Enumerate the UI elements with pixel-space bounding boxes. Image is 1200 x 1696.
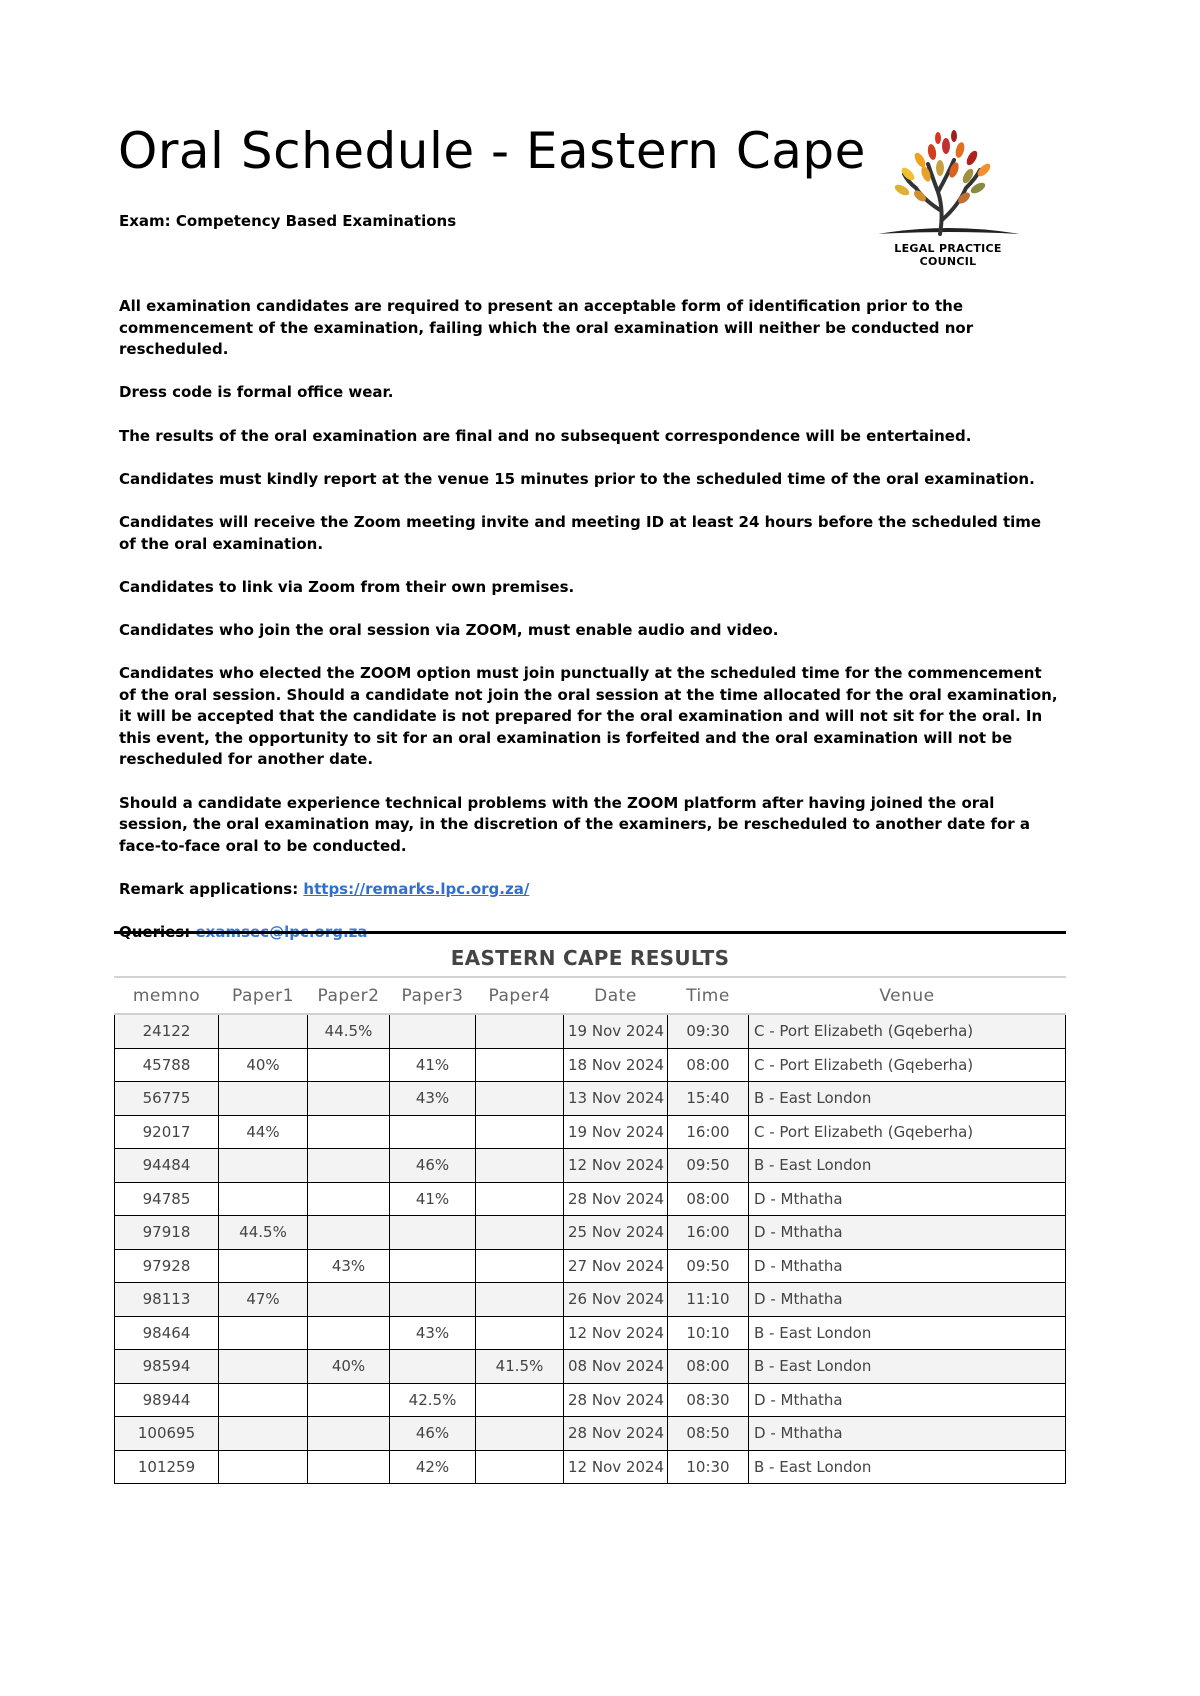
cell-paper4 [476,1014,564,1048]
cell-paper3 [390,1350,476,1384]
table-row [115,1249,1066,1283]
cell-venue: B - East London [749,1350,1066,1384]
cell-date: 28 Nov 2024 [564,1417,668,1451]
cell-time: 08:00 [668,1350,749,1384]
cell-paper1: 47% [219,1283,308,1317]
cell-paper2 [308,1383,390,1417]
cell-paper4: 41.5% [476,1350,564,1384]
cell-memno: 98464 [115,1316,219,1350]
cell-paper4 [476,1283,564,1317]
tree-logo-icon [868,130,1028,248]
cell-paper1 [219,1350,308,1384]
table-row [115,1082,1066,1116]
cell-date: 26 Nov 2024 [564,1283,668,1317]
cell-paper3 [390,1216,476,1250]
column-header-venue: Venue [749,978,1066,1014]
cell-time: 11:10 [668,1283,749,1317]
table-body [115,1014,1066,1484]
cell-memno: 98594 [115,1350,219,1384]
cell-paper2 [308,1082,390,1116]
cell-paper1 [219,1182,308,1216]
page-title: Oral Schedule - Eastern Cape [118,122,866,180]
column-header-date: Date [564,978,668,1014]
cell-paper1 [219,1450,308,1484]
logo-text-line1: LEGAL PRACTICE [894,242,1002,255]
cell-paper4 [476,1115,564,1149]
cell-venue: D - Mthatha [749,1417,1066,1451]
cell-time: 09:30 [668,1014,749,1048]
cell-venue: D - Mthatha [749,1249,1066,1283]
cell-paper2 [308,1216,390,1250]
cell-paper3: 41% [390,1182,476,1216]
table-row [115,1115,1066,1149]
cell-paper1 [219,1249,308,1283]
table-row [115,1316,1066,1350]
cell-paper2 [308,1182,390,1216]
cell-memno: 97918 [115,1216,219,1250]
cell-paper2 [308,1048,390,1082]
cell-venue: B - East London [749,1082,1066,1116]
logo-text-line2: COUNCIL [919,255,977,268]
table-row [115,1014,1066,1048]
cell-paper1 [219,1082,308,1116]
cell-paper2: 40% [308,1350,390,1384]
cell-paper1: 44% [219,1115,308,1149]
cell-date: 08 Nov 2024 [564,1350,668,1384]
cell-paper3: 42% [390,1450,476,1484]
notice-zoom-invite: Candidates will receive the Zoom meeting invite and meeting ID at least 24 hours before the scheduled time of the oral examination. [119,512,1042,553]
cell-date: 18 Nov 2024 [564,1048,668,1082]
cell-paper4 [476,1082,564,1116]
table-row [115,1350,1066,1384]
notice-dress-code: Dress code is formal office wear. [119,383,394,402]
table-row [115,1216,1066,1250]
cell-paper1 [219,1417,308,1451]
table-row [115,1182,1066,1216]
cell-venue: C - Port Elizabeth (Gqeberha) [749,1014,1066,1048]
cell-paper4 [476,1149,564,1183]
cell-paper3 [390,1014,476,1048]
remark-label: Remark applications: [119,880,299,899]
cell-venue: D - Mthatha [749,1283,1066,1317]
cell-paper4 [476,1182,564,1216]
cell-memno: 92017 [115,1115,219,1149]
cell-venue: C - Port Elizabeth (Gqeberha) [749,1048,1066,1082]
notice-technical-problems: Should a candidate experience technical problems with the ZOOM platform after having joined the oral session, the oral examination may, in the discretion of the examiners, be rescheduled to another date for a face-to-face oral to be conducted. [119,793,1031,855]
table-row [115,1048,1066,1082]
cell-time: 09:50 [668,1149,749,1183]
cell-memno: 97928 [115,1249,219,1283]
cell-date: 13 Nov 2024 [564,1082,668,1116]
cell-memno: 45788 [115,1048,219,1082]
cell-paper3 [390,1115,476,1149]
notice-zoom-premises: Candidates to link via Zoom from their own premises. [119,577,575,596]
cell-paper1: 44.5% [219,1216,308,1250]
exam-label: Exam: Competency Based Examinations [119,212,457,230]
cell-paper2: 43% [308,1249,390,1283]
cell-paper1 [219,1149,308,1183]
notice-punctuality: Candidates who elected the ZOOM option must join punctually at the scheduled time for the commencement of the oral session. Should a candidate not join the oral session at the time allocated for the oral examination, it will be accepted that the candidate is not prepared for the oral examination and will not sit for the oral. In this event, the opportunity to sit for an oral examination is forfeited and the oral examination will not be rescheduled for another date. [119,664,1058,769]
cell-time: 10:10 [668,1316,749,1350]
cell-paper4 [476,1450,564,1484]
cell-paper4 [476,1383,564,1417]
cell-paper3: 43% [390,1316,476,1350]
notices [119,296,1059,965]
cell-memno: 94484 [115,1149,219,1183]
remark-applications [119,879,1059,901]
cell-paper1 [219,1316,308,1350]
cell-date: 27 Nov 2024 [564,1249,668,1283]
notice-audio-video: Candidates who join the oral session via ZOOM, must enable audio and video. [119,620,779,639]
cell-venue: D - Mthatha [749,1383,1066,1417]
table-header-row [115,978,1066,1014]
cell-time: 08:30 [668,1383,749,1417]
cell-paper4 [476,1316,564,1350]
cell-venue: B - East London [749,1316,1066,1350]
cell-paper2 [308,1417,390,1451]
cell-paper3 [390,1283,476,1317]
cell-time: 08:00 [668,1048,749,1082]
table-row [115,1450,1066,1484]
cell-time: 15:40 [668,1082,749,1116]
cell-date: 28 Nov 2024 [564,1182,668,1216]
cell-memno: 56775 [115,1082,219,1116]
cell-date: 25 Nov 2024 [564,1216,668,1250]
cell-date: 12 Nov 2024 [564,1149,668,1183]
cell-paper2: 44.5% [308,1014,390,1048]
cell-date: 28 Nov 2024 [564,1383,668,1417]
cell-venue: D - Mthatha [749,1182,1066,1216]
results-title: EASTERN CAPE RESULTS [114,934,1066,978]
cell-paper2 [308,1283,390,1317]
column-header-paper4: Paper4 [476,978,564,1014]
cell-paper1: 40% [219,1048,308,1082]
table-row [115,1417,1066,1451]
queries-email[interactable]: examsec@lpc.org.za [195,923,368,942]
cell-paper2 [308,1149,390,1183]
cell-paper1 [219,1014,308,1048]
cell-time: 16:00 [668,1115,749,1149]
cell-memno: 94785 [115,1182,219,1216]
cell-paper4 [476,1249,564,1283]
queries-label: Queries: [119,923,191,942]
column-header-memno: memno [115,978,219,1014]
cell-paper4 [476,1216,564,1250]
cell-date: 19 Nov 2024 [564,1014,668,1048]
legal-practice-council-logo [868,130,1028,278]
cell-paper3: 43% [390,1082,476,1116]
cell-paper3: 46% [390,1149,476,1183]
cell-venue: D - Mthatha [749,1216,1066,1250]
cell-paper4 [476,1417,564,1451]
table-row [115,1383,1066,1417]
cell-memno: 98113 [115,1283,219,1317]
cell-venue: B - East London [749,1450,1066,1484]
cell-time: 09:50 [668,1249,749,1283]
cell-venue: B - East London [749,1149,1066,1183]
table-row [115,1283,1066,1317]
cell-date: 12 Nov 2024 [564,1450,668,1484]
column-header-time: Time [668,978,749,1014]
cell-paper3: 41% [390,1048,476,1082]
notice-identification: All examination candidates are required to present an acceptable form of identification prior to the commencement of the examination, failing which the oral examination will neither be conducted nor rescheduled. [119,297,974,359]
notice-results-final: The results of the oral examination are final and no subsequent correspondence will be entertained. [119,426,972,445]
remark-link[interactable]: https://remarks.lpc.org.za/ [303,880,530,899]
cell-venue: C - Port Elizabeth (Gqeberha) [749,1115,1066,1149]
cell-paper1 [219,1383,308,1417]
cell-memno: 24122 [115,1014,219,1048]
cell-time: 10:30 [668,1450,749,1484]
cell-paper2 [308,1450,390,1484]
column-header-paper3: Paper3 [390,978,476,1014]
cell-paper3: 46% [390,1417,476,1451]
table-row [115,1149,1066,1183]
cell-time: 16:00 [668,1216,749,1250]
cell-paper2 [308,1115,390,1149]
cell-time: 08:00 [668,1182,749,1216]
cell-memno: 101259 [115,1450,219,1484]
results-section [114,931,1066,1484]
cell-paper4 [476,1048,564,1082]
cell-paper3: 42.5% [390,1383,476,1417]
cell-date: 12 Nov 2024 [564,1316,668,1350]
column-header-paper2: Paper2 [308,978,390,1014]
cell-time: 08:50 [668,1417,749,1451]
cell-memno: 98944 [115,1383,219,1417]
cell-paper3 [390,1249,476,1283]
cell-memno: 100695 [115,1417,219,1451]
cell-date: 19 Nov 2024 [564,1115,668,1149]
column-header-paper1: Paper1 [219,978,308,1014]
results-table [114,978,1066,1484]
notice-report-time: Candidates must kindly report at the venue 15 minutes prior to the scheduled time of the oral examination. [119,469,1035,488]
cell-paper2 [308,1316,390,1350]
